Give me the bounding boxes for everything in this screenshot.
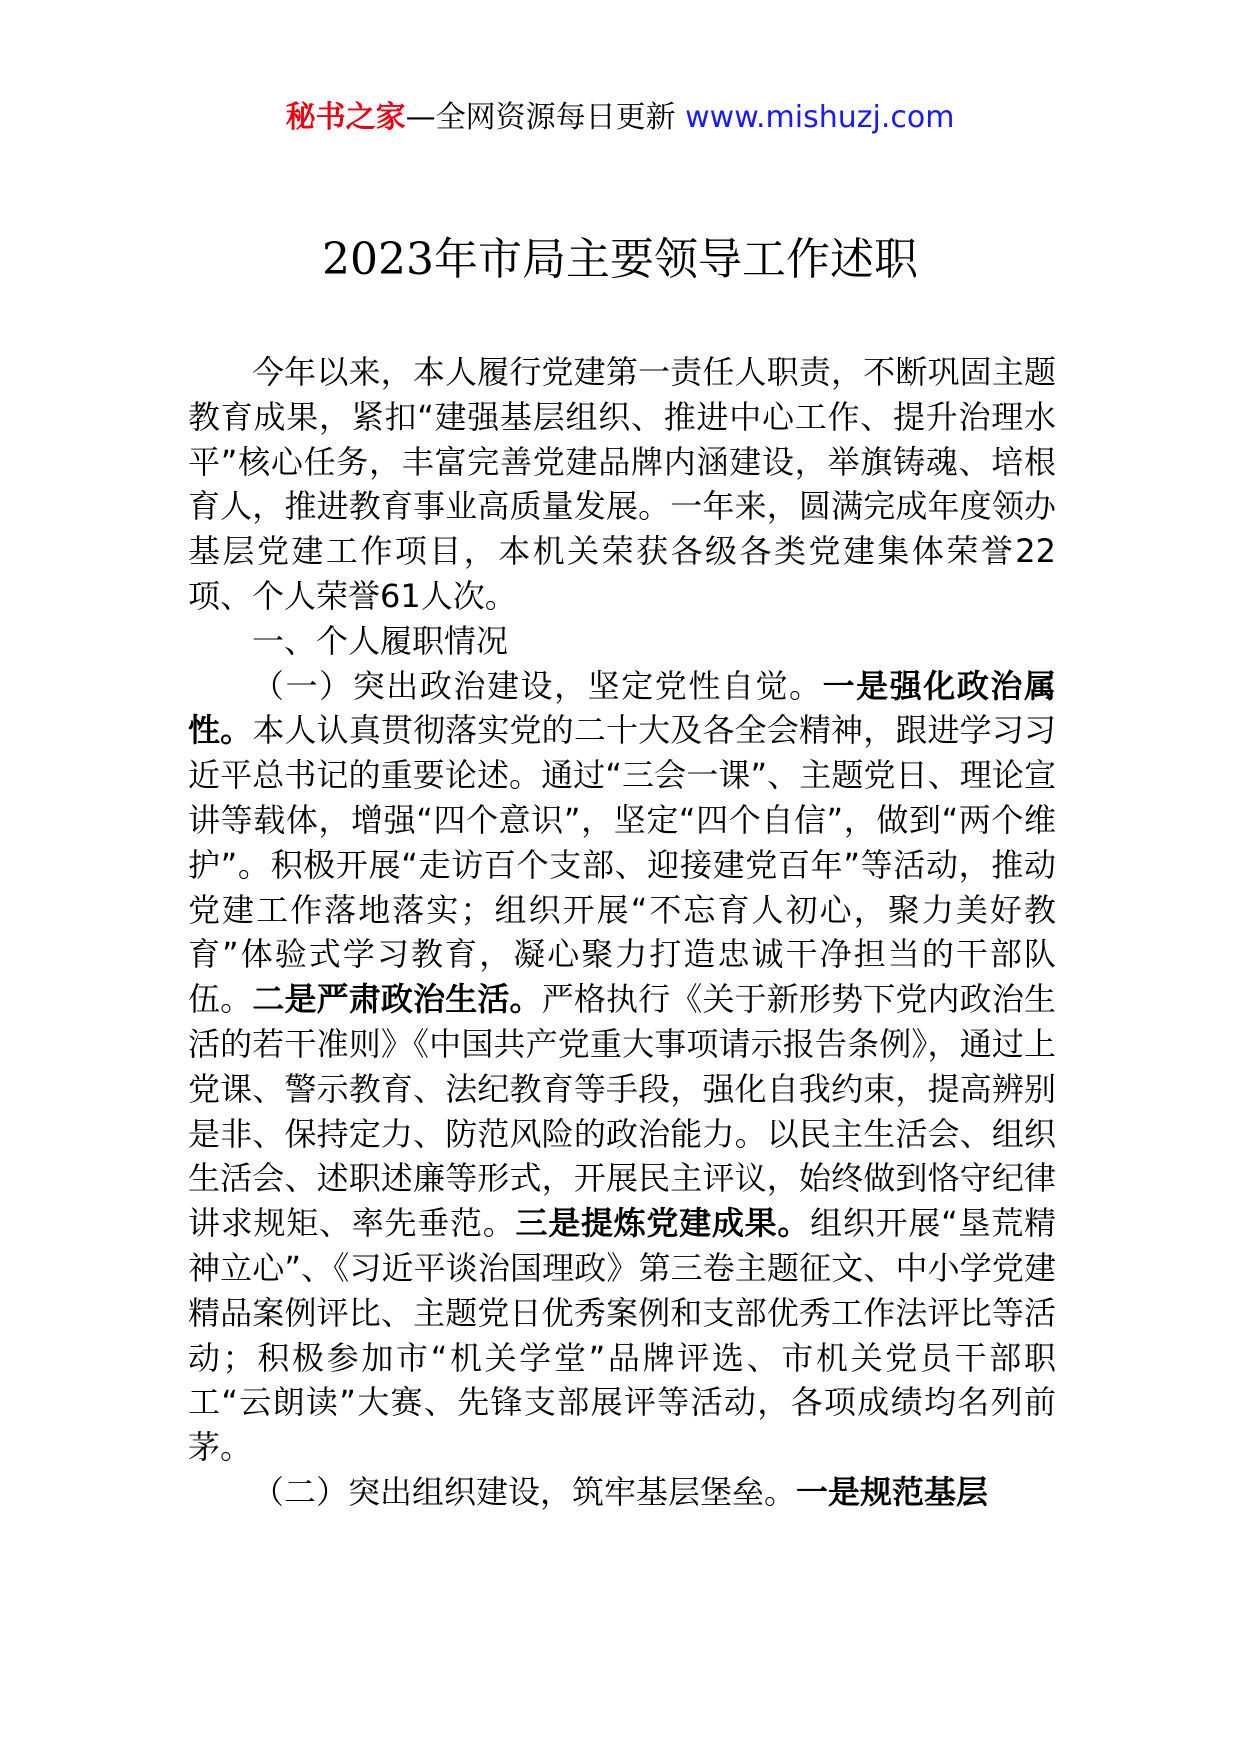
paragraph-lead: （一）突出政治建设，坚定党性自觉。 bbox=[252, 666, 823, 705]
bold-point-3: 三是提炼党建成果。 bbox=[515, 1204, 811, 1243]
intro-paragraph: 今年以来，本人履行党建第一责任人职责，不断巩固主题教育成果，紧扣“建强基层组织、推进中心工作、提升治理水平”核心任务，丰富完善党建品牌内涵建设，举旗铸魂、培根育人，推进教育事业高质量发展。一年来，圆满完成年度领办基层党建工作项目，本机关荣获各级各类党建集体荣誉22项、个人荣誉61人次。 bbox=[188, 353, 1056, 615]
site-header bbox=[0, 98, 1240, 138]
paragraph-text-1: 本人认真贯彻落实党的二十大及各全会精神，跟进学习习近平总书记的重要论述。通过“三会一课”、主题党日、理论宣讲等载体，增强“四个意识”，坚定“四个自信”，做到“两个维护”。积极开展“走访百个支部、迎接建党百年”等活动，推动党建工作落地落实；组织开展“不忘育人初心，聚力美好教育”体验式学习教育，凝心聚力打造忠诚干净担当的干部队伍。 bbox=[188, 711, 1056, 1019]
paragraph-political-building bbox=[188, 664, 1056, 1470]
bold-point-4: 一是规范基层 bbox=[796, 1472, 989, 1511]
document-title: 2023年市局主要领导工作述职 bbox=[322, 234, 918, 285]
header-slogan: —全网资源每日更新 bbox=[405, 100, 686, 135]
header-url-link[interactable]: www.mishuzj.com bbox=[685, 100, 955, 135]
bold-point-1: 一是强化政治属性。 bbox=[188, 666, 1056, 750]
document-body bbox=[188, 350, 1056, 1515]
section-heading: 一、个人履职情况 bbox=[252, 621, 509, 660]
paragraph-organization-building bbox=[188, 1470, 1056, 1515]
brand-name: 秘书之家 bbox=[285, 100, 406, 135]
paragraph-text-2: 严格执行《关于新形势下党内政治生活的若干准则》《中国共产党重大事项请示报告条例》，通过上党课、警示教育、法纪教育等手段，强化自我约束，提高辨别是非、保持定力、防范风险的政治能力。以民主生活会、组织生活会、述职述廉等形式，开展民主评议，始终做到恪守纪律讲求规矩、率先垂范。 bbox=[188, 980, 1056, 1243]
paragraph-lead-2: （二）突出组织建设，筑牢基层堡垒。 bbox=[252, 1472, 797, 1511]
paragraph-text-3: 组织开展“垦荒精神立心”、《习近平谈治国理政》第三卷主题征文、中小学党建精品案例评比、主题党日优秀案例和支部优秀工作法评比等活动；积极参加市“机关学堂”品牌评选、市机关党员干部职工“云朗读”大赛、先锋支部展评等活动，各项成绩均名列前茅。 bbox=[188, 1204, 1056, 1467]
bold-point-2: 二是严肃政治生活。 bbox=[252, 980, 542, 1019]
